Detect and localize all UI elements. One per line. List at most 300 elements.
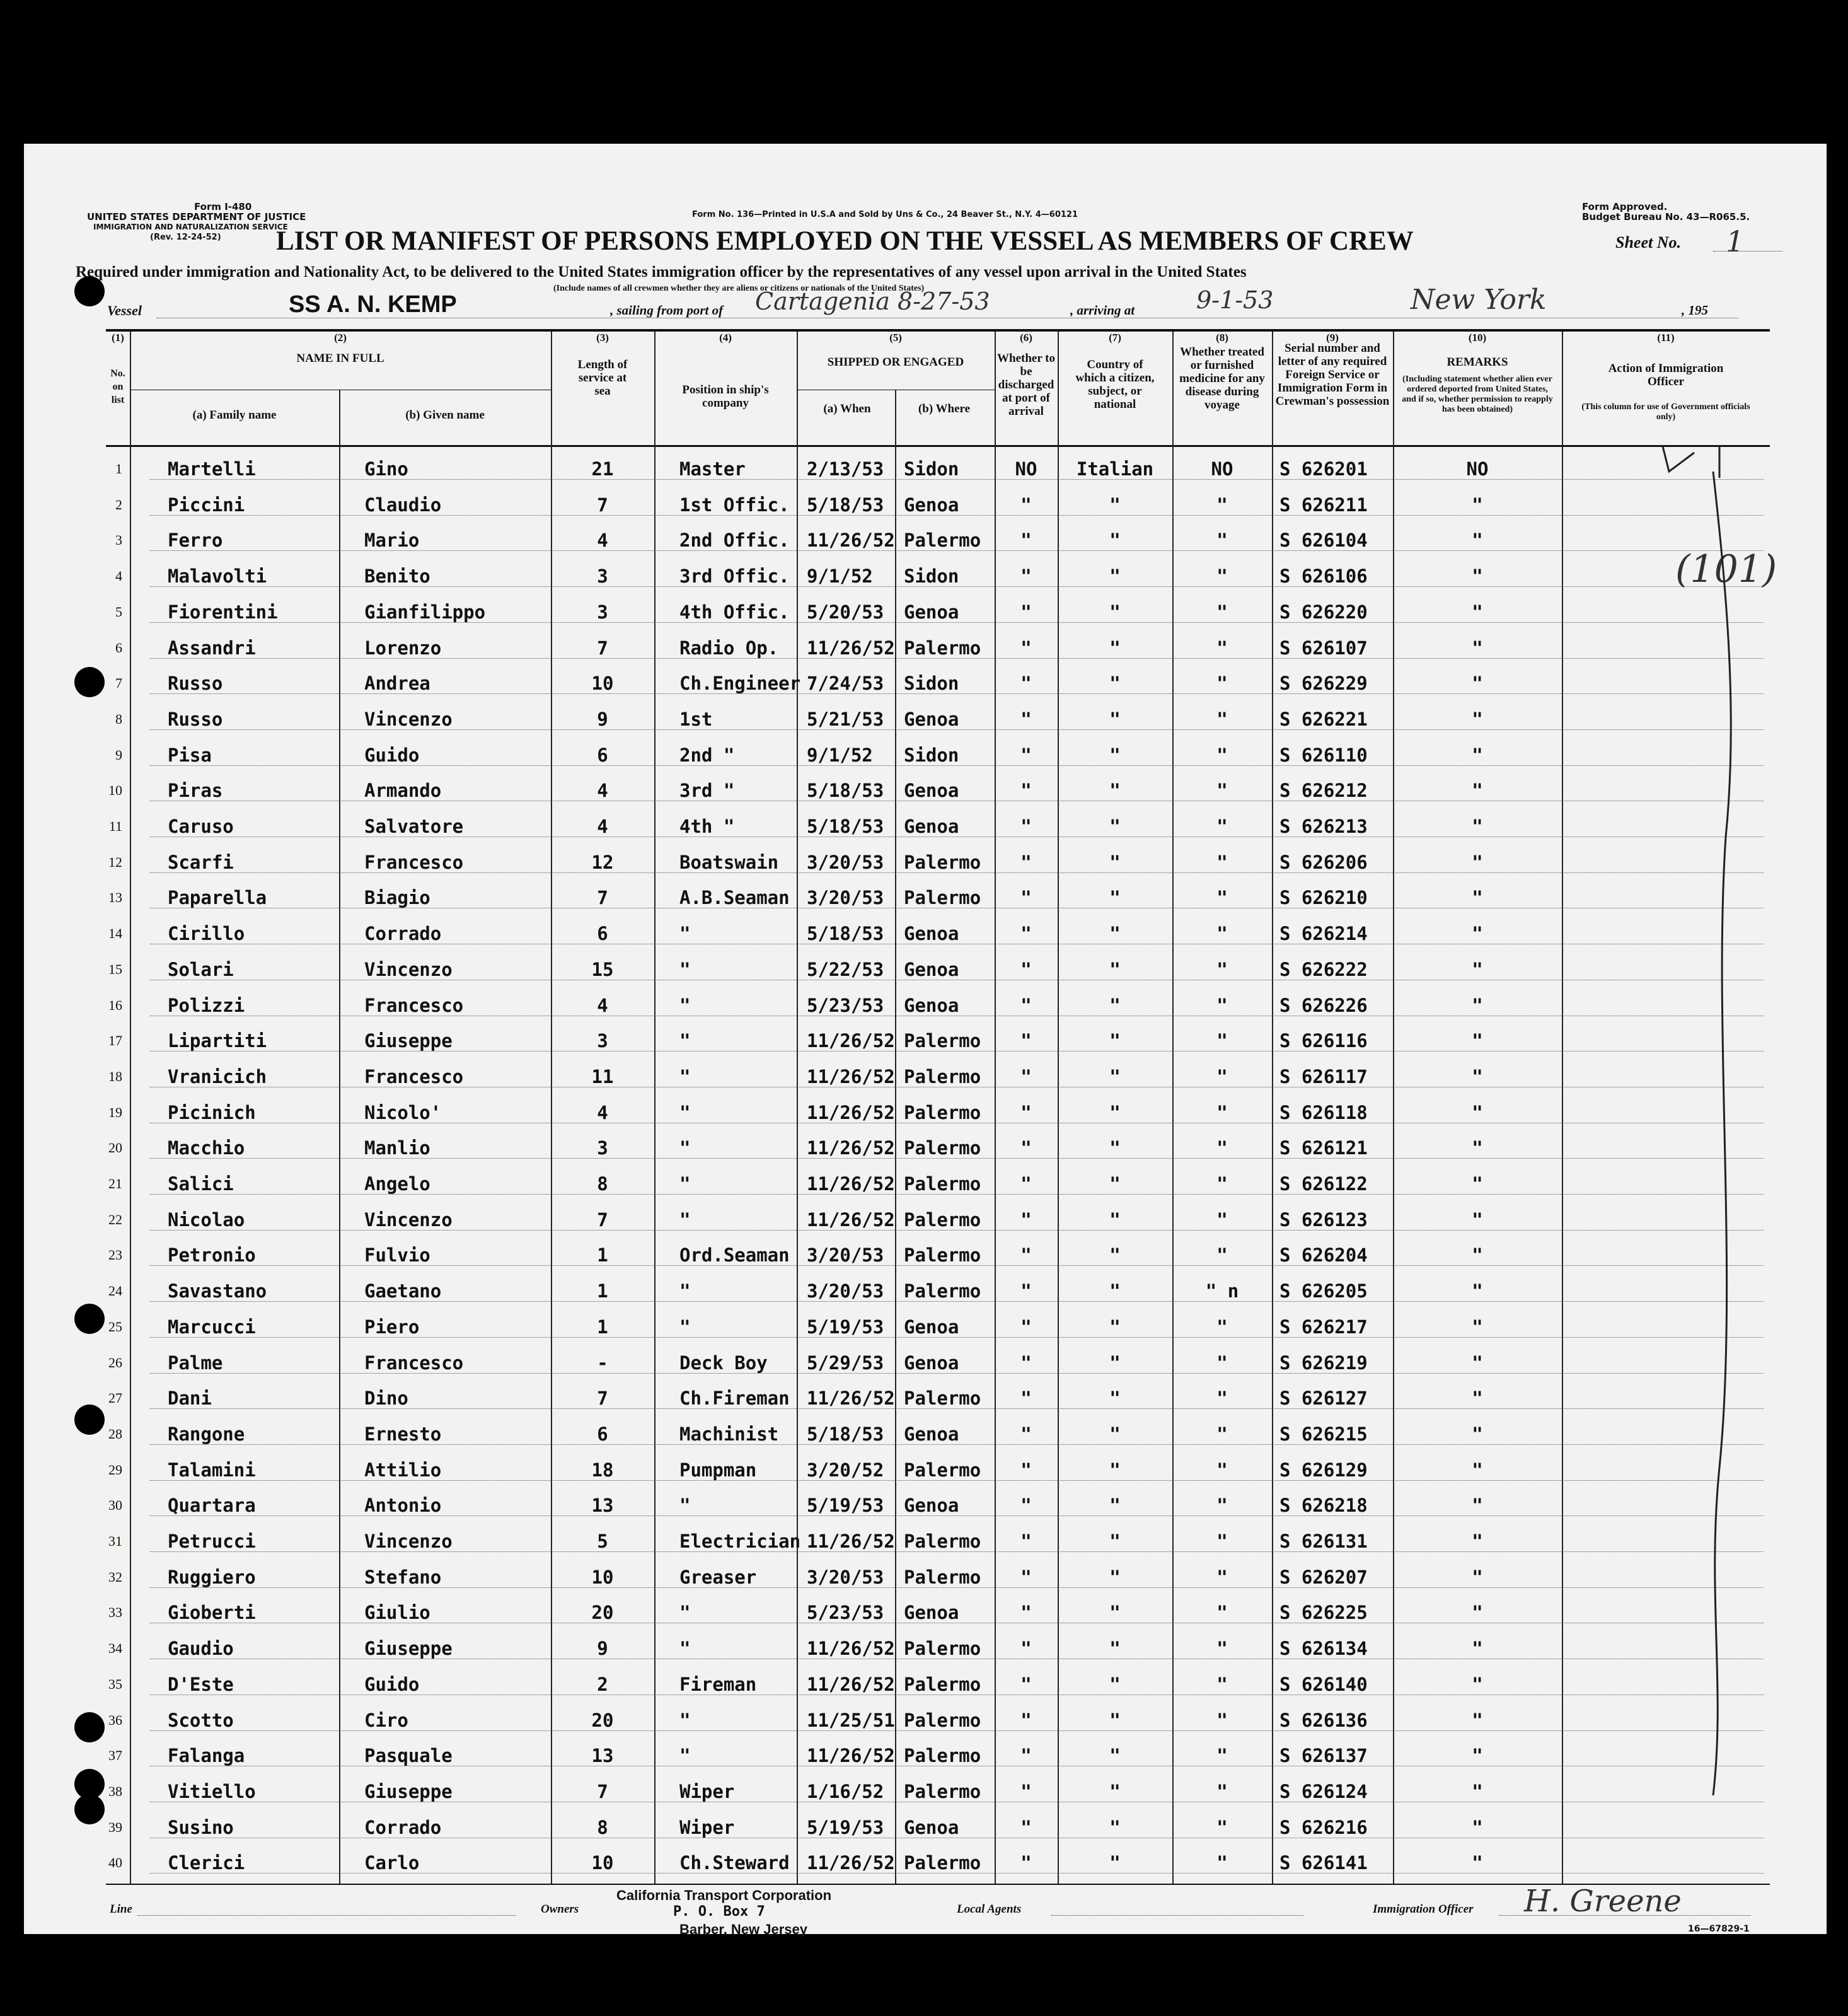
country: " (1109, 851, 1121, 873)
country: " (1109, 637, 1121, 659)
shipped-when: 11/26/52 (807, 1745, 895, 1767)
shipped-when: 7/24/53 (807, 673, 884, 695)
country: " (1109, 1065, 1121, 1087)
serial-number: S 626121 (1279, 1137, 1368, 1159)
discharged: " (1020, 1423, 1032, 1445)
given-name: Gianfilippo (364, 601, 486, 623)
remarks: " (1472, 744, 1483, 766)
service-length: 7 (597, 1387, 608, 1410)
budget-bureau: Budget Bureau No. 43—R065.5. (1582, 211, 1750, 223)
treated: " (1216, 1709, 1228, 1731)
remarks: " (1472, 1208, 1483, 1231)
family-name: Russo (168, 708, 223, 730)
remarks: " (1472, 1316, 1483, 1338)
treated: " (1216, 1423, 1228, 1445)
family-name: Ruggiero (168, 1566, 256, 1588)
row-number: 23 (108, 1247, 122, 1263)
position: 1st Offic. (679, 494, 790, 516)
treated: " (1216, 1673, 1228, 1695)
treated: " (1216, 1566, 1228, 1588)
remarks: " (1472, 530, 1483, 552)
shipped-when: 11/26/52 (807, 1137, 895, 1159)
remarks: " (1472, 1495, 1483, 1517)
family-name: Pisa (168, 744, 212, 766)
given-name: Lorenzo (364, 637, 442, 659)
given-name: Francesco (364, 1352, 464, 1374)
row-number: 13 (108, 889, 122, 906)
shipped-when: 5/19/53 (807, 1816, 884, 1838)
row-number: 9 (115, 746, 122, 763)
position: Master (679, 458, 746, 480)
country: " (1109, 780, 1121, 802)
row-number: 5 (115, 603, 122, 620)
col-head-11b: (This column for use of Government officials only) (1581, 402, 1750, 422)
treated: " (1216, 1638, 1228, 1660)
serial-number: S 626222 (1279, 958, 1368, 980)
serial-number: S 626211 (1279, 494, 1368, 516)
country: " (1109, 958, 1121, 980)
shipped-where: Genoa (904, 994, 959, 1016)
family-name: Marcucci (168, 1316, 256, 1338)
remarks: " (1472, 1352, 1483, 1374)
discharged: " (1020, 1459, 1032, 1481)
sheet-number: 1 (1726, 224, 1745, 258)
service-length: 6 (597, 744, 608, 766)
position: A.B.Seaman (679, 887, 790, 909)
serial-number: S 626106 (1279, 565, 1368, 588)
given-name: Gaetano (364, 1280, 442, 1302)
given-name: Fulvio (364, 1244, 430, 1266)
country: " (1109, 1423, 1121, 1445)
treated: " (1216, 1030, 1228, 1052)
shipped-where: Palermo (904, 1208, 981, 1231)
service-length: 1 (597, 1244, 608, 1266)
serial-number: S 626134 (1279, 1638, 1368, 1660)
discharged: " (1020, 1065, 1032, 1087)
country: " (1109, 1208, 1121, 1231)
shipped-where: Sidon (904, 673, 959, 695)
discharged: " (1020, 1745, 1032, 1767)
serial-number: S 626122 (1279, 1173, 1368, 1195)
shipped-where: Palermo (904, 1030, 981, 1052)
remarks: " (1472, 994, 1483, 1016)
position: Ch.Steward (679, 1852, 790, 1874)
shipped-when: 11/26/52 (807, 1387, 895, 1410)
service-length: 4 (597, 780, 608, 802)
given-name: Guido (364, 744, 420, 766)
country: " (1109, 1531, 1121, 1552)
discharged: " (1020, 1101, 1032, 1123)
family-name: Paparella (168, 887, 267, 909)
discharged: " (1020, 494, 1032, 516)
country: " (1109, 1495, 1121, 1517)
shipped-when: 11/26/52 (807, 1531, 895, 1552)
service-length: 1 (597, 1316, 608, 1338)
service-length: 3 (597, 1030, 608, 1052)
given-name: Gino (364, 458, 408, 480)
shipped-when: 11/26/52 (807, 1030, 895, 1052)
shipped-where: Sidon (904, 458, 959, 480)
position: " (679, 1745, 691, 1767)
serial-number: S 626218 (1279, 1495, 1368, 1517)
service-length: 18 (591, 1459, 614, 1481)
country: " (1109, 1780, 1121, 1802)
treated: " (1216, 958, 1228, 980)
discharged: " (1020, 923, 1032, 945)
shipped-when: 11/26/52 (807, 1852, 895, 1874)
treated: " (1216, 673, 1228, 695)
treated: " (1216, 851, 1228, 873)
owners-line-1: California Transport Corporation (616, 1887, 832, 1903)
row-number: 33 (108, 1604, 122, 1621)
remarks: " (1472, 1638, 1483, 1660)
country: " (1109, 994, 1121, 1016)
form-note: (Include names of all crewmen whether they are aliens or citizens or nationals of the United States) (553, 284, 925, 293)
discharged: " (1020, 601, 1032, 623)
service-length: 21 (591, 458, 614, 480)
remarks: " (1472, 1709, 1483, 1731)
service-length: 5 (597, 1531, 608, 1552)
position: 1st (679, 708, 713, 730)
row-number: 1 (115, 461, 122, 477)
discharged: " (1020, 565, 1032, 588)
discharged: " (1020, 1709, 1032, 1731)
row-number: 20 (108, 1140, 122, 1156)
country: " (1109, 1030, 1121, 1052)
row-number: 39 (108, 1819, 122, 1835)
treated: NO (1211, 458, 1233, 480)
position: 3rd Offic. (679, 565, 790, 588)
service-length: 15 (591, 958, 614, 980)
treated: " (1216, 1316, 1228, 1338)
footer-officer-label: Immigration Officer (1373, 1903, 1474, 1916)
row-number: 28 (108, 1425, 122, 1442)
row-number: 11 (108, 818, 122, 834)
family-name: Clerici (168, 1852, 245, 1874)
service-length: 3 (597, 1137, 608, 1159)
treated: " (1216, 1208, 1228, 1231)
remarks: NO (1466, 458, 1489, 480)
country: " (1109, 1566, 1121, 1588)
row-number: 38 (108, 1783, 122, 1799)
row-number: 12 (108, 854, 122, 870)
remarks: " (1472, 923, 1483, 945)
serial-number: S 626221 (1279, 708, 1368, 730)
shipped-where: Genoa (904, 1352, 959, 1374)
row-number: 25 (108, 1318, 122, 1335)
serial-number: S 626118 (1279, 1101, 1368, 1123)
remarks: " (1472, 708, 1483, 730)
country: " (1109, 673, 1121, 695)
remarks: " (1472, 1030, 1483, 1052)
position: 3rd " (679, 780, 735, 802)
remarks: " (1472, 1244, 1483, 1266)
discharged: " (1020, 1816, 1032, 1838)
given-name: Vincenzo (364, 1208, 453, 1231)
shipped-when: 3/20/53 (807, 1244, 884, 1266)
shipped-when: 2/13/53 (807, 458, 884, 480)
remarks: " (1472, 1745, 1483, 1767)
position: Deck Boy (679, 1352, 768, 1374)
family-name: Solari (168, 958, 234, 980)
shipped-where: Palermo (904, 1173, 981, 1195)
treated: " (1216, 1780, 1228, 1802)
shipped-when: 1/16/52 (807, 1780, 884, 1802)
arriving-port: New York (1411, 284, 1547, 316)
shipped-when: 5/18/53 (807, 1423, 884, 1445)
shipped-where: Sidon (904, 744, 959, 766)
col-head-5b: (b) Where (918, 402, 971, 415)
serial-number: S 626136 (1279, 1709, 1368, 1731)
row-number: 2 (115, 496, 122, 513)
country: " (1109, 530, 1121, 552)
discharged: " (1020, 1173, 1032, 1195)
family-name: Palme (168, 1352, 223, 1374)
treated: " (1216, 1816, 1228, 1838)
service-length: 8 (597, 1816, 608, 1838)
service-length: 12 (591, 851, 614, 873)
remarks: " (1472, 1780, 1483, 1802)
shipped-when: 11/26/52 (807, 530, 895, 552)
col-num-6: (6) (1020, 332, 1032, 344)
position: " (679, 1137, 691, 1159)
country: " (1109, 494, 1121, 516)
given-name: Guido (364, 1673, 420, 1695)
service-length: 4 (597, 1101, 608, 1123)
shipped-when: 5/18/53 (807, 816, 884, 837)
family-name: Gioberti (168, 1602, 256, 1624)
serial-number: S 626216 (1279, 1816, 1368, 1838)
col-head-9: Serial number and letter of any required Foreign Service or Immigration Form in Crewman's possession (1275, 342, 1390, 408)
col-num-11: (11) (1657, 332, 1675, 344)
discharged: " (1020, 637, 1032, 659)
family-name: D'Este (168, 1673, 234, 1695)
row-number: 22 (108, 1211, 122, 1227)
shipped-where: Palermo (904, 1780, 981, 1802)
col-head-11: Action of Immigration Officer (1608, 362, 1724, 388)
given-name: Benito (364, 565, 430, 588)
treated: " (1216, 708, 1228, 730)
service-length: 10 (591, 1566, 614, 1588)
serial-number: S 626201 (1279, 458, 1368, 480)
row-number: 36 (108, 1712, 122, 1728)
treated: " (1216, 1531, 1228, 1552)
footer-owners-label: Owners (541, 1903, 579, 1916)
given-name: Manlio (364, 1137, 430, 1159)
serial-number: S 626123 (1279, 1208, 1368, 1231)
remarks: " (1472, 851, 1483, 873)
col-head-6: Whether to be discharged at port of arrival (997, 352, 1055, 418)
serial-number: S 626104 (1279, 530, 1368, 552)
discharged: " (1020, 851, 1032, 873)
service-length: 10 (591, 1852, 614, 1874)
treated: " (1216, 923, 1228, 945)
family-name: Scotto (168, 1709, 234, 1731)
remarks: " (1472, 1137, 1483, 1159)
discharged: " (1020, 1531, 1032, 1552)
given-name: Piero (364, 1316, 420, 1338)
shipped-when: 11/26/52 (807, 1065, 895, 1087)
discharged: " (1020, 530, 1032, 552)
position: Radio Op. (679, 637, 779, 659)
shipped-where: Palermo (904, 1137, 981, 1159)
position: 2nd Offic. (679, 530, 790, 552)
remarks: " (1472, 1101, 1483, 1123)
service-length: 9 (597, 1638, 608, 1660)
col-head-2b: (b) Given name (405, 408, 485, 422)
serial-number: S 626217 (1279, 1316, 1368, 1338)
shipped-where: Palermo (904, 1244, 981, 1266)
discharged: " (1020, 1566, 1032, 1588)
position: Boatswain (679, 851, 779, 873)
shipped-when: 9/1/52 (807, 744, 873, 766)
col-head-4: Position in ship's company (682, 383, 769, 410)
discharged: " (1020, 1280, 1032, 1302)
serial-number: S 626205 (1279, 1280, 1368, 1302)
shipped-where: Palermo (904, 1531, 981, 1552)
family-name: Scarfi (168, 851, 234, 873)
position: " (679, 1495, 691, 1517)
col-head-5a: (a) When (823, 402, 871, 415)
service-length: 4 (597, 994, 608, 1016)
remarks: " (1472, 958, 1483, 980)
col-head-10b: (Including statement whether alien ever ordered deported from United States, and if so, whether permission to reapply has been obtained) (1402, 374, 1553, 414)
row-number: 19 (108, 1104, 122, 1120)
col-num-7: (7) (1109, 332, 1121, 344)
position: 2nd " (679, 744, 735, 766)
serial-number: S 626129 (1279, 1459, 1368, 1481)
serial-number: S 626117 (1279, 1065, 1368, 1087)
country: " (1109, 887, 1121, 909)
given-name: Ciro (364, 1709, 408, 1731)
shipped-when: 11/26/52 (807, 1173, 895, 1195)
position: Greaser (679, 1566, 757, 1588)
discharged: " (1020, 887, 1032, 909)
col-head-7: Country of which a citizen, subject, or national (1075, 358, 1155, 411)
service-length: 6 (597, 923, 608, 945)
given-name: Andrea (364, 673, 430, 695)
treated: " (1216, 1459, 1228, 1481)
service-length: 13 (591, 1745, 614, 1767)
treated: " (1216, 1352, 1228, 1374)
given-name: Biagio (364, 887, 430, 909)
position: 4th Offic. (679, 601, 790, 623)
service-length: 11 (591, 1065, 614, 1087)
shipped-where: Palermo (904, 1745, 981, 1767)
serial-number: S 626210 (1279, 887, 1368, 909)
serial-number: S 626229 (1279, 673, 1368, 695)
country: " (1109, 923, 1121, 945)
manifest-sheet (24, 144, 1827, 1937)
row-number: 14 (108, 925, 122, 942)
family-name: Cirillo (168, 923, 245, 945)
service-length: 8 (597, 1173, 608, 1195)
given-name: Corrado (364, 923, 442, 945)
remarks: " (1472, 1173, 1483, 1195)
family-name: Lipartiti (168, 1030, 267, 1052)
row-number: 10 (108, 782, 122, 799)
row-number: 34 (108, 1640, 122, 1657)
remarks: " (1472, 1065, 1483, 1087)
discharged: " (1020, 994, 1032, 1016)
serial-number: S 626215 (1279, 1423, 1368, 1445)
row-number: 16 (108, 997, 122, 1013)
col-head-3: Length of service at sea (577, 358, 628, 398)
shipped-where: Palermo (904, 851, 981, 873)
shipped-when: 9/1/52 (807, 565, 873, 588)
discharged: " (1020, 1780, 1032, 1802)
remarks: " (1472, 1602, 1483, 1624)
family-name: Falanga (168, 1745, 245, 1767)
service-length: 13 (591, 1495, 614, 1517)
given-name: Ernesto (364, 1423, 442, 1445)
treated: " (1216, 816, 1228, 837)
department: UNITED STATES DEPARTMENT OF JUSTICE (87, 211, 306, 223)
row-number: 7 (115, 675, 122, 692)
shipped-when: 5/19/53 (807, 1316, 884, 1338)
given-name: Pasquale (364, 1745, 453, 1767)
given-name: Attilio (364, 1459, 442, 1481)
sailing-from: Cartagenia 8-27-53 (755, 287, 990, 315)
service-length: 20 (591, 1709, 614, 1731)
discharged: " (1020, 1852, 1032, 1874)
service-length: 20 (591, 1602, 614, 1624)
shipped-when: 5/23/53 (807, 1602, 884, 1624)
serial-number: S 626107 (1279, 637, 1368, 659)
col-head-2: NAME IN FULL (296, 352, 384, 365)
family-name: Quartara (168, 1495, 256, 1517)
position: Fireman (679, 1673, 757, 1695)
position: 4th " (679, 816, 735, 837)
position: Wiper (679, 1780, 735, 1802)
serial-number: S 626131 (1279, 1531, 1368, 1552)
owners-line-2: P. O. Box 7 (673, 1904, 765, 1920)
discharged: " (1020, 1030, 1032, 1052)
family-name: Assandri (168, 637, 256, 659)
row-number: 37 (108, 1747, 122, 1764)
serial-number: S 626206 (1279, 851, 1368, 873)
position: " (679, 1709, 691, 1731)
position: " (679, 1030, 691, 1052)
service-length: 10 (591, 673, 614, 695)
discharged: " (1020, 1638, 1032, 1660)
shipped-when: 5/29/53 (807, 1352, 884, 1374)
shipped-when: 3/20/53 (807, 851, 884, 873)
family-name: Vitiello (168, 1780, 256, 1802)
serial-number: S 626140 (1279, 1673, 1368, 1695)
shipped-when: 11/26/52 (807, 1673, 895, 1695)
shipped-where: Genoa (904, 1316, 959, 1338)
shipped-where: Genoa (904, 780, 959, 802)
margin-note: (101) (1675, 547, 1777, 591)
form-title: LIST OR MANIFEST OF PERSONS EMPLOYED ON THE VESSEL AS MEMBERS OF CREW (276, 226, 1414, 256)
col-num-1: (1) (112, 332, 124, 344)
shipped-when: 11/25/51 (807, 1709, 895, 1731)
arriving-date: 9-1-53 (1196, 286, 1274, 314)
discharged: " (1020, 1137, 1032, 1159)
remarks: " (1472, 637, 1483, 659)
treated: " (1216, 637, 1228, 659)
given-name: Vincenzo (364, 958, 453, 980)
shipped-where: Genoa (904, 958, 959, 980)
check-marks (24, 144, 1827, 1934)
country: " (1109, 816, 1121, 837)
treated: " (1216, 1852, 1228, 1874)
row-number: 30 (108, 1497, 122, 1514)
shipped-when: 5/21/53 (807, 708, 884, 730)
shipped-where: Palermo (904, 1566, 981, 1588)
position: Ord.Seaman (679, 1244, 790, 1266)
